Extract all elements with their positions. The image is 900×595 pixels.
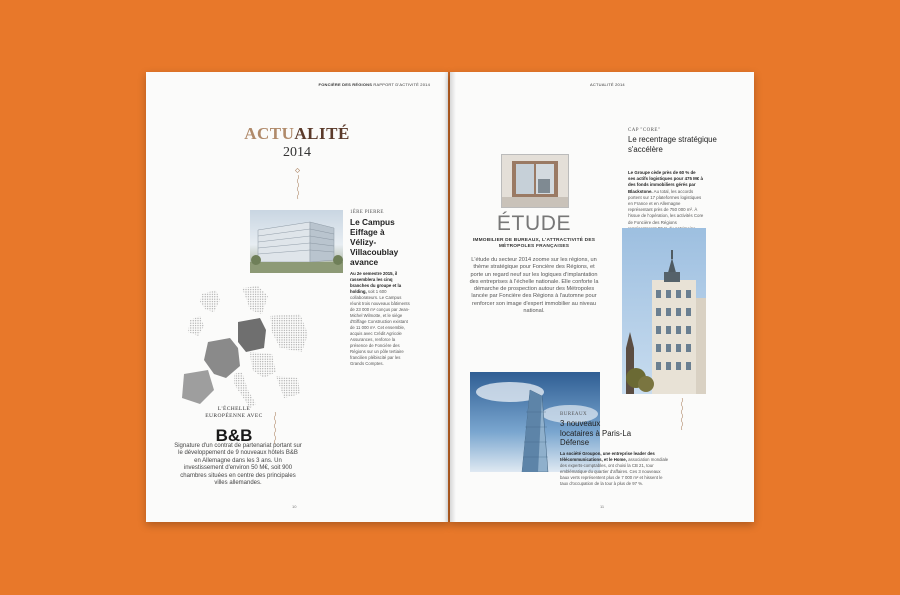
campus-photo (250, 210, 343, 273)
window-photo (501, 154, 569, 208)
etude-body: L'étude du secteur 2014 zoome sur les régions, un thème stratégique pour Foncière des Régions, et porte un regard neuf sur les logiques d'implantation des entreprises à l'échelle nationale. Elle conforte la démarche de prospection autour des Métropoles lancée par Foncière des Régions à l'automne pour renforcer son image d'expert immobilier au niveau national. (469, 257, 599, 315)
right-header: ACTUALITÉ 2014 (590, 82, 625, 87)
section-title (146, 124, 448, 161)
campus-body: Au 2e semestre 2015, il rassemblera les cinq branches du groupe et la holding, soit 1 600 collaborateurs. Le Campus réunit trois nouveaux bâtiments de 23 000 m² conçus par Jean-Michel Wilmotte, et le siège d'Eiffage Construction existant de 11 000 m². Cet ensemble, acquis avec Crédit Agricole Assurances, renforce la présence de Foncière des Régions sur un pôle tertiaire francilien plébiscité par les Grands Comptes. (350, 271, 410, 366)
decorative-wave (272, 412, 278, 446)
cap-core-body: Le Groupe cède près de 60 % de ses actifs logistiques pour 475 M€ à des fonds immobiliers gérés par Blackstone. Au total, les accords portent sur 17 plateformes logistiques en France et en Allemagne représentant près de 750 000 m². À l'issue de l'opération, les activités Core de Foncière des Régions (628, 170, 704, 225)
left-page (146, 72, 448, 522)
decorative-divider (295, 168, 301, 202)
bureaux-title: 3 nouveaux locataires à Paris-La Défense (560, 419, 632, 447)
title-part1: ACTU (244, 124, 295, 143)
bureaux-body: La société Groupon, une entreprise leader des télécommunications, et le Home, association mondiale des experts-comptables, ont choisi la CB 21, tour emblématique du quartier d'affaires. Ces 3 nouveaux baux verts représentent plus de 7 000 m² et hissent le taux d'occupation de la tour à plus de 97 %. (560, 450, 669, 486)
page-number-right: 11 (600, 504, 605, 509)
europe-map (180, 286, 310, 414)
bureaux-article (560, 412, 700, 487)
page-number-left: 10 (292, 504, 297, 509)
campus-article (350, 210, 412, 367)
etude-title: ÉTUDE (496, 212, 572, 235)
title-part2: ALITÉ (294, 124, 350, 143)
bureaux-kicker: BUREAUX (560, 412, 587, 417)
cap-core-article (628, 128, 740, 154)
etude-subtitle: IMMOBILIER DE BUREAUX, L'ATTRACTIVITÉ DES MÉTROPOLES FRANÇAISES (472, 238, 596, 249)
cap-core-kicker: CAP "CORE" (628, 128, 661, 133)
etude-block (468, 212, 600, 315)
bb-logo-text: B&B (215, 426, 253, 445)
right-page (450, 72, 754, 522)
cap-core-title: Le recentrage stratégique s'accélère (628, 135, 717, 154)
campus-title: Le Campus Eiffage à Vélizy-Villacoublay avance (350, 217, 399, 267)
europe-kicker: L'ÉCHELLE EUROPÉENNE AVEC (205, 406, 263, 419)
campus-kicker: 1ÈRE PIERRE (350, 210, 384, 215)
bb-description: Signature d'un contrat de partenariat portant sur le développement de 9 nouveaux hôtels B&B en Allemagne dans les 3 ans. Un investissement d'environ 50 M€, soit 900 chambres situées en centre des principales villes allemandes. (174, 443, 302, 487)
title-year: 2014 (283, 145, 311, 160)
building-photo (622, 228, 706, 394)
left-header: FONCIÈRE DES RÉGIONS RAPPORT D'ACTIVITÉ 2014 (318, 82, 430, 87)
